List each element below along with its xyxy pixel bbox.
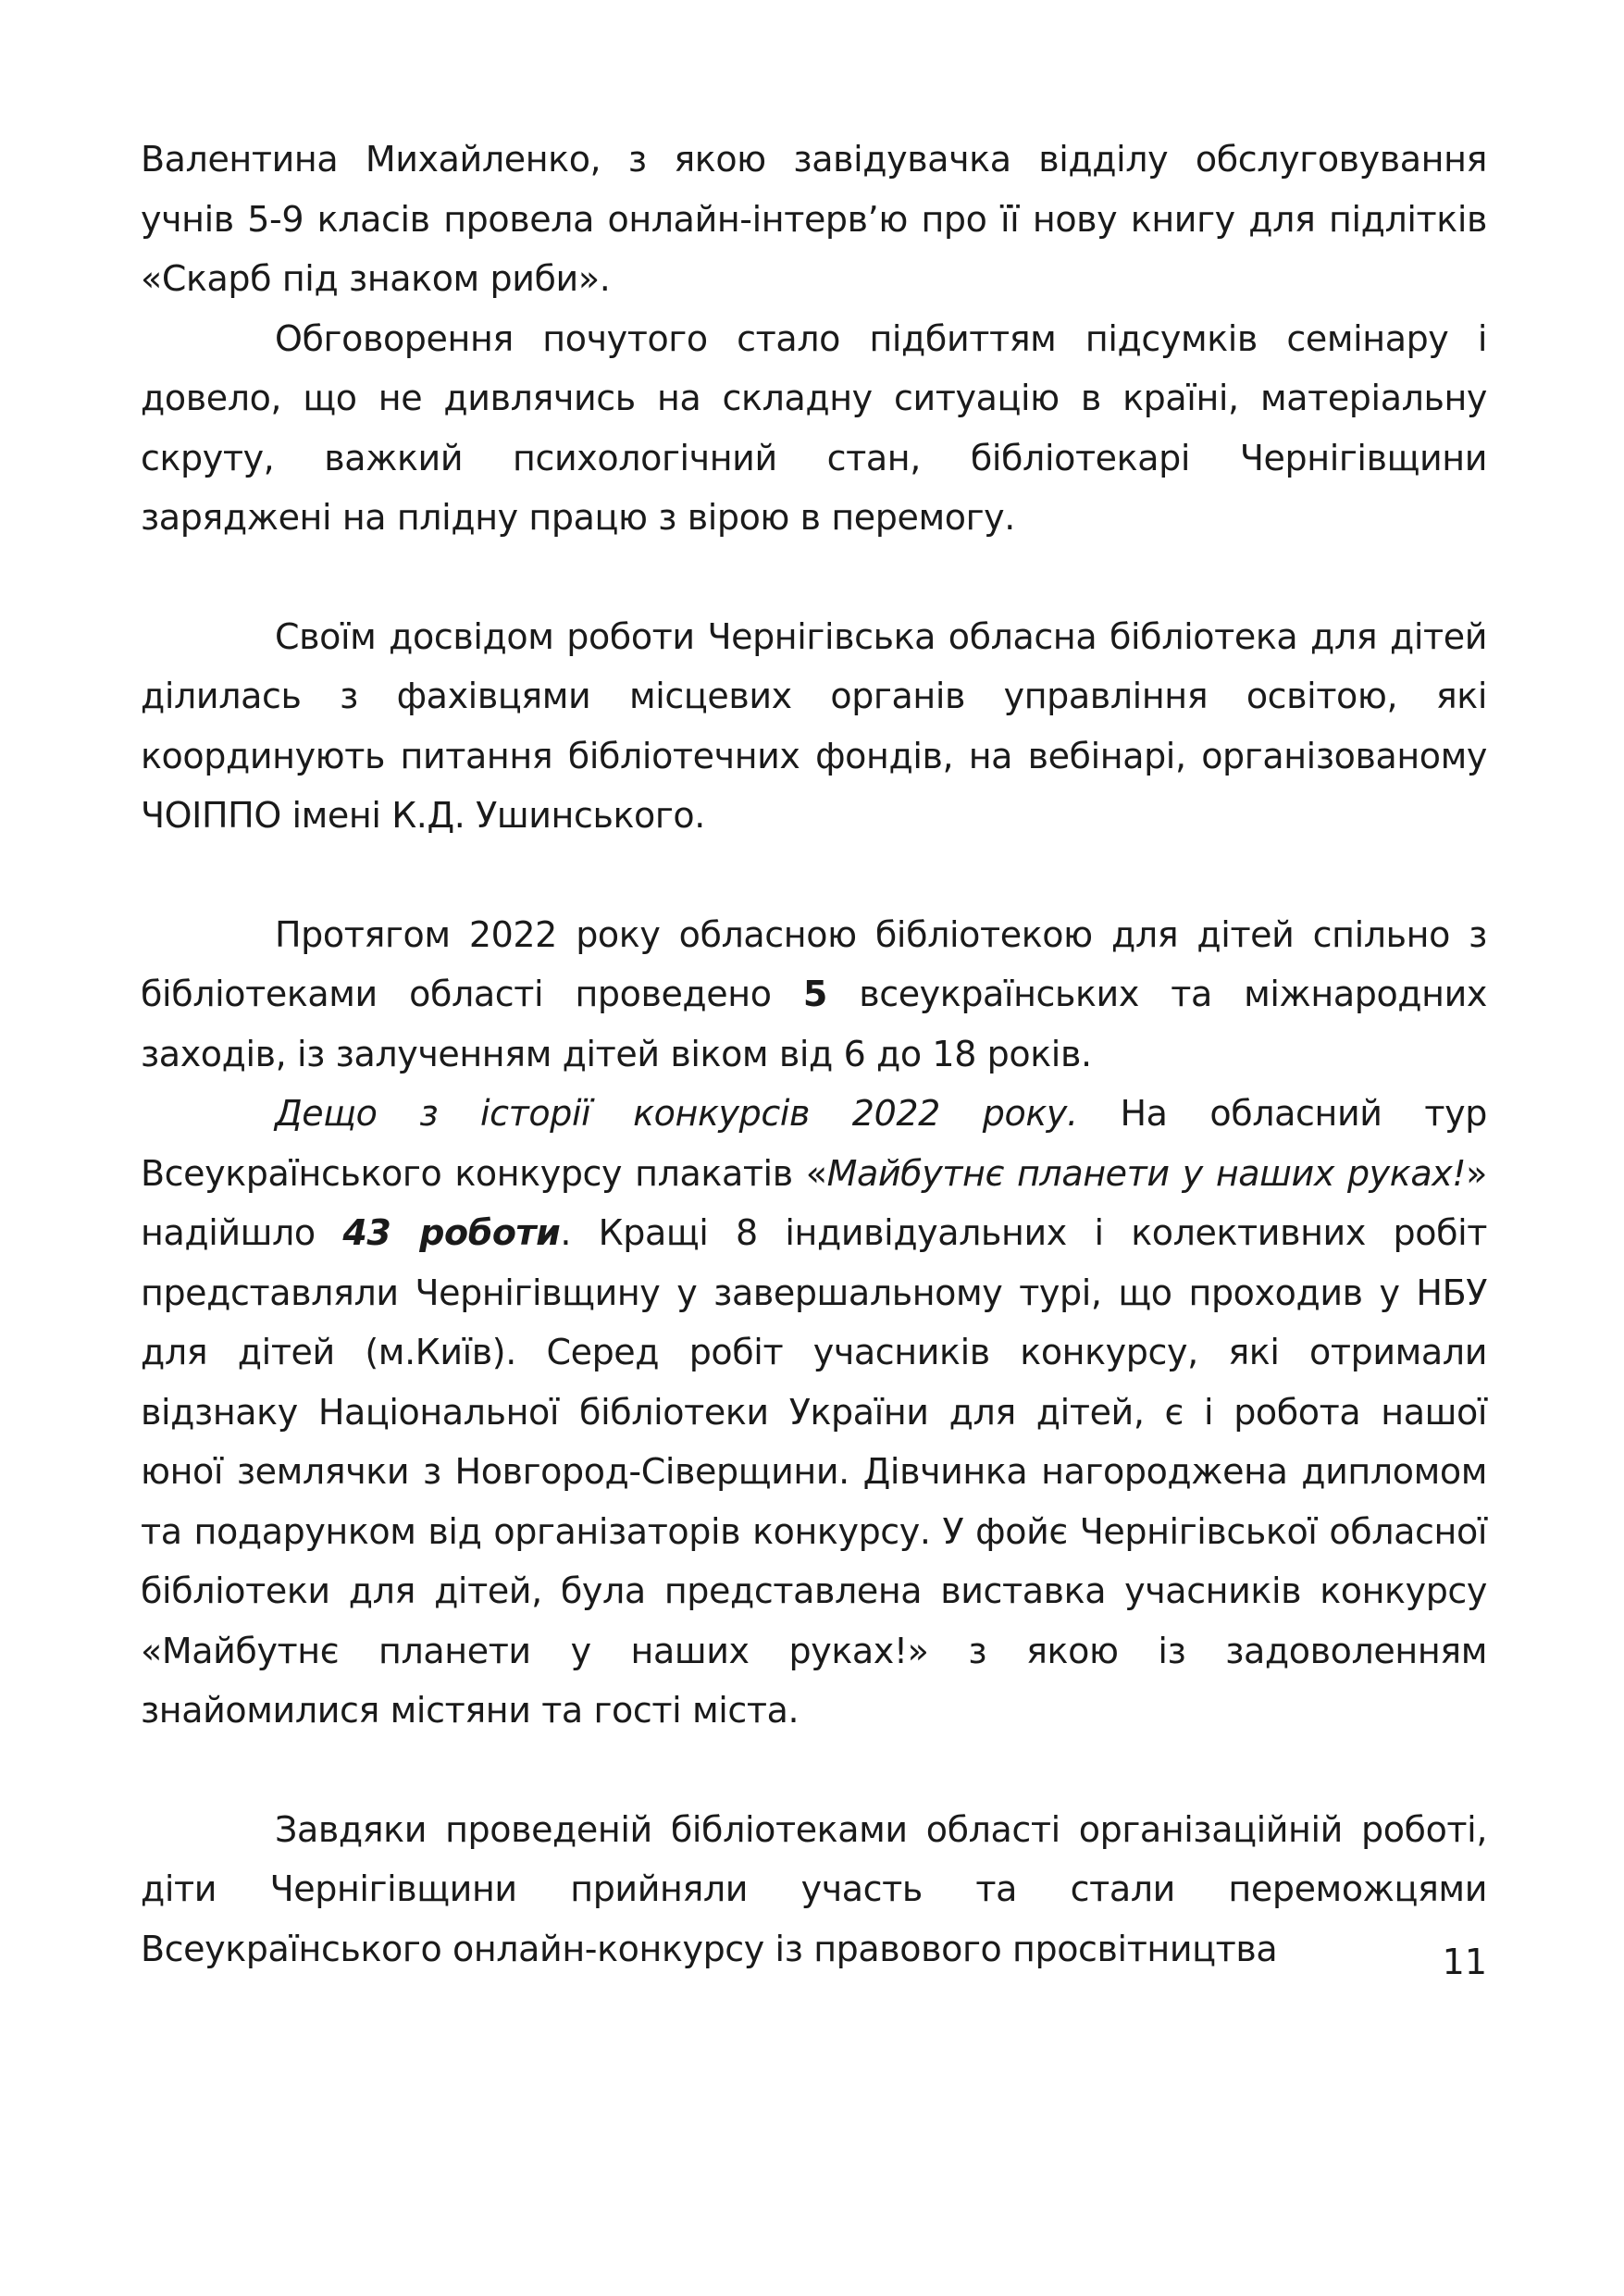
contest-history-lead: Дещо з історії конкурсів 2022 року. xyxy=(275,1093,1078,1134)
contest-title: Майбутнє планети у наших руках! xyxy=(826,1152,1467,1194)
paragraph-events-2022 xyxy=(141,905,1487,1085)
contest-text-2: » надійшло xyxy=(141,1152,1487,1253)
paragraph-interview: Валентина Михайленко, з якою завідувачка відділу обслуговування учнів 5-9 класів провела онлайн-інтерв’ю про її нову книгу для підлітків «Скарб під знаком риби». xyxy=(141,139,1487,299)
contest-text-3: . Кращі 8 індивідуальних і колективних робіт представляли Чернігівщину у завершальному турі, що проходив у НБУ для дітей (м.Київ). Серед робіт учасників конкурсу, які отримали відзнаку Національної бібліотеки України для дітей, є і робота нашої юної землячки з Новгород-Сіверщини. Дівчинка нагороджена дипломом та подарунком від організаторів конкурсу. У фойє Чернігівської обласної бібліотеки для дітей, була представлена виставка учасників конкурсу «Майбутнє планети у наших руках!» з якою із задоволенням знайомилися містяни та гості міста. xyxy=(141,1212,1487,1731)
events-count: 5 xyxy=(802,974,827,1014)
paragraph-legal-contest: Завдяки проведеній бібліотеками області організаційній роботі, діти Чернігівщини прийняли участь та стали переможцями Всеукраїнського онлайн-конкурсу із правового просвітництва xyxy=(141,1808,1487,1969)
document-body xyxy=(141,130,1487,1979)
contest-text-1: На обласний тур Всеукраїнського конкурсу плакатів « xyxy=(141,1093,1487,1194)
paragraph-seminar-summary: Обговорення почутого стало підбиттям підсумків семінару і довело, що не дивлячись на складну ситуацію в країні, матеріальну скруту, важкий психологічний стан, бібліотекарі Чернігівщини заряджені на плідну працю з вірою в перемогу. xyxy=(141,317,1487,538)
page-number: 11 xyxy=(1442,1942,1487,1982)
paragraph-webinar: Своїм досвідом роботи Чернігівська обласна бібліотека для дітей ділилась з фахівцями місцевих органів управління освітою, які координують питання бібліотечних фондів, на вебінарі, організованому ЧОІППО імені К.Д. Ушинського. xyxy=(141,615,1487,836)
events-text-end: всеукраїнських та міжнародних заходів, із залученням дітей віком від 6 до 18 років. xyxy=(141,974,1487,1074)
paragraph-contest-history xyxy=(141,1084,1487,1741)
works-count: 43 роботи xyxy=(342,1212,561,1253)
events-text-start: Протягом 2022 року обласною бібліотекою для дітей спільно з бібліотеками області проведено xyxy=(141,913,1487,1014)
